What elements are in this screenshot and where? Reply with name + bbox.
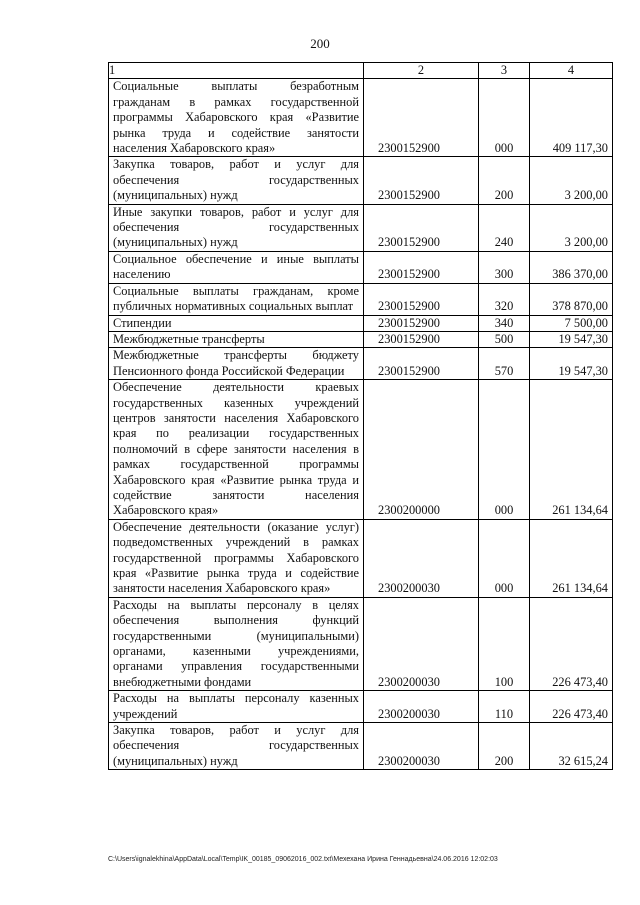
- header-col-3: 3: [479, 63, 530, 79]
- row-name: Межбюджетные трансферты бюджету Пенсионного фонда Российской Федерации: [109, 348, 364, 380]
- row-amount: 261 134,64: [530, 519, 613, 597]
- row-code: 2300152900: [364, 79, 479, 157]
- row-name: Стипендии: [109, 315, 364, 331]
- header-col-1: 1: [109, 63, 364, 79]
- row-type: 200: [479, 157, 530, 204]
- row-code: 2300152900: [364, 204, 479, 251]
- row-name: Закупка товаров, работ и услуг для обеспечения государственных (муниципальных) нужд: [109, 157, 364, 204]
- row-type: 200: [479, 723, 530, 770]
- row-name: Закупка товаров, работ и услуг для обеспечения государственных (муниципальных) нужд: [109, 723, 364, 770]
- row-code: 2300200030: [364, 691, 479, 723]
- row-amount: 409 117,30: [530, 79, 613, 157]
- table-row: [109, 348, 613, 380]
- row-type: 000: [479, 79, 530, 157]
- footer-file-path: C:\Users\ignalekhina\AppData\Local\Temp\IK_00185_09062016_002.txt\Мехеханa Ирина Геннадьевна\24.06.2016 12:02:03: [108, 856, 498, 863]
- row-type: 570: [479, 348, 530, 380]
- row-code: 2300200030: [364, 519, 479, 597]
- row-amount: 261 134,64: [530, 380, 613, 520]
- header-col-2: 2: [364, 63, 479, 79]
- row-code: 2300152900: [364, 157, 479, 204]
- header-col-4: 4: [530, 63, 613, 79]
- table-row: [109, 315, 613, 331]
- row-amount: 19 547,30: [530, 331, 613, 347]
- row-type: 100: [479, 597, 530, 690]
- row-amount: 19 547,30: [530, 348, 613, 380]
- row-type: 320: [479, 283, 530, 315]
- row-amount: 378 870,00: [530, 283, 613, 315]
- row-amount: 32 615,24: [530, 723, 613, 770]
- table-row: [109, 597, 613, 690]
- row-code: 2300152900: [364, 348, 479, 380]
- row-amount: 7 500,00: [530, 315, 613, 331]
- row-name: Социальное обеспечение и иные выплаты населению: [109, 251, 364, 283]
- row-code: 2300152900: [364, 315, 479, 331]
- row-type: 000: [479, 519, 530, 597]
- row-type: 500: [479, 331, 530, 347]
- row-type: 340: [479, 315, 530, 331]
- table-row: [109, 283, 613, 315]
- row-amount: 386 370,00: [530, 251, 613, 283]
- table-row: [109, 519, 613, 597]
- row-code: 2300152900: [364, 251, 479, 283]
- table-header-row: [109, 63, 613, 79]
- table-row: [109, 251, 613, 283]
- row-name: Иные закупки товаров, работ и услуг для обеспечения государственных (муниципальных) нужд: [109, 204, 364, 251]
- table-row: [109, 723, 613, 770]
- table-row: [109, 204, 613, 251]
- row-name: Социальные выплаты безработным гражданам в рамках государственной программы Хабаровского края «Развитие рынка труда и содействие занятости населения Хабаровского края»: [109, 79, 364, 157]
- row-amount: 226 473,40: [530, 597, 613, 690]
- table-row: [109, 157, 613, 204]
- page-number: 200: [310, 36, 330, 51]
- row-code: 2300200000: [364, 380, 479, 520]
- table-row: [109, 79, 613, 157]
- row-amount: 3 200,00: [530, 157, 613, 204]
- row-code: 2300200030: [364, 597, 479, 690]
- table-row: [109, 380, 613, 520]
- row-type: 300: [479, 251, 530, 283]
- row-amount: 226 473,40: [530, 691, 613, 723]
- row-code: 2300200030: [364, 723, 479, 770]
- budget-table: [108, 62, 613, 770]
- row-type: 240: [479, 204, 530, 251]
- row-name: Расходы на выплаты персоналу казенных учреждений: [109, 691, 364, 723]
- row-name: Обеспечение деятельности (оказание услуг) подведомственных учреждений в рамках государственной программы Хабаровского края «Развитие рынка труда и содействие занятости населения Хабаровского края»: [109, 519, 364, 597]
- table-row: [109, 691, 613, 723]
- row-type: 000: [479, 380, 530, 520]
- row-code: 2300152900: [364, 331, 479, 347]
- table-row: [109, 331, 613, 347]
- row-code: 2300152900: [364, 283, 479, 315]
- row-amount: 3 200,00: [530, 204, 613, 251]
- row-name: Обеспечение деятельности краевых государственных казенных учреждений центров занятости населения Хабаровского края по реализации государственных полномочий в сфере занятости населения в рамках государственной программы Хабаровского края «Развитие рынка труда и содействие занятости населения Хабаровского края»: [109, 380, 364, 520]
- row-type: 110: [479, 691, 530, 723]
- row-name: Межбюджетные трансферты: [109, 331, 364, 347]
- row-name: Социальные выплаты гражданам, кроме публичных нормативных социальных выплат: [109, 283, 364, 315]
- row-name: Расходы на выплаты персоналу в целях обеспечения выполнения функций государственными (муниципальными) органами, казенными учреждениями, органами управления государственными внебюджетными фондами: [109, 597, 364, 690]
